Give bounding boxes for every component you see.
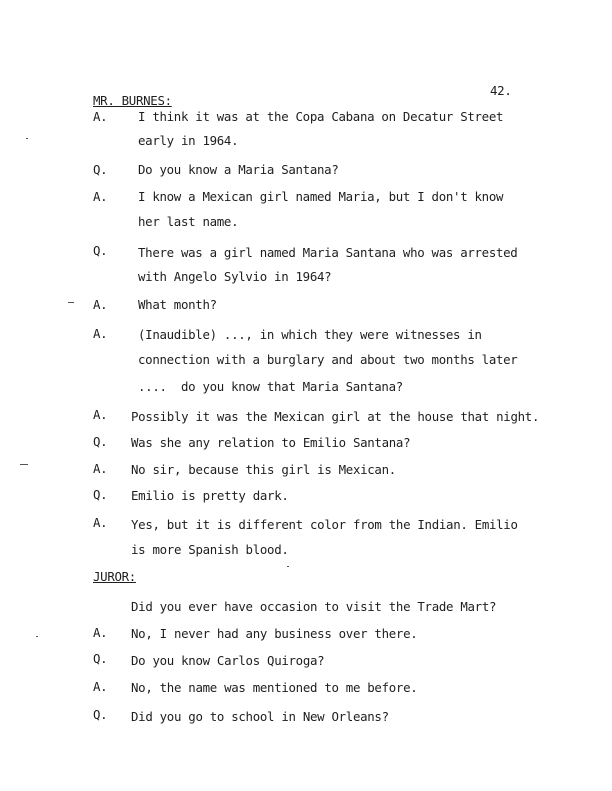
transcript-line: (Inaudible) ..., in which they were witnesses in <box>138 327 482 342</box>
scan-speck <box>36 636 38 637</box>
transcript-line: No, the name was mentioned to me before. <box>131 680 418 695</box>
transcript-line: I think it was at the Copa Cabana on Decatur Street <box>138 109 504 124</box>
scan-speck <box>20 464 28 465</box>
transcript-line: .... do you know that Maria Santana? <box>138 379 403 394</box>
transcript-line: Do you know a Maria Santana? <box>138 162 339 177</box>
transcript-line: with Angelo Sylvio in 1964? <box>138 269 332 284</box>
answer-marker: A. <box>93 461 108 476</box>
answer-marker: A. <box>93 515 108 530</box>
answer-marker: A. <box>93 679 108 694</box>
question-marker: Q. <box>93 434 108 449</box>
answer-marker: A. <box>93 297 108 312</box>
transcript-line: I know a Mexican girl named Maria, but I don't know <box>138 189 504 204</box>
transcript-line: No, I never had any business over there. <box>131 626 418 641</box>
transcript-line: her last name. <box>138 214 239 229</box>
transcript-line: Was she any relation to Emilio Santana? <box>131 435 411 450</box>
transcript-line: No sir, because this girl is Mexican. <box>131 462 396 477</box>
transcript-line: There was a girl named Maria Santana who was arrested <box>138 245 518 260</box>
transcript-line: connection with a burglary and about two months later <box>138 352 518 367</box>
answer-marker: A. <box>93 625 108 640</box>
transcript-line: Possibly it was the Mexican girl at the house that night. <box>131 409 540 424</box>
answer-marker: A. <box>93 326 108 341</box>
transcript-line: Did you go to school in New Orleans? <box>131 709 389 724</box>
answer-marker: A. <box>93 109 108 124</box>
question-marker: Q. <box>93 162 108 177</box>
transcript-line: Do you know Carlos Quiroga? <box>131 653 325 668</box>
question-marker: Q. <box>93 243 108 258</box>
question-marker: Q. <box>93 487 108 502</box>
page-number: 42. <box>490 83 512 98</box>
scan-speck <box>287 566 289 567</box>
transcript-line: early in 1964. <box>138 133 239 148</box>
transcript-line: What month? <box>138 297 217 312</box>
speaker-label: MR. BURNES: <box>93 93 172 108</box>
transcript-line: Emilio is pretty dark. <box>131 488 289 503</box>
question-marker: Q. <box>93 707 108 722</box>
transcript-line: Yes, but it is different color from the Indian. Emilio <box>131 517 518 532</box>
question-marker: Q. <box>93 651 108 666</box>
transcript-line: Did you ever have occasion to visit the Trade Mart? <box>131 599 497 614</box>
answer-marker: A. <box>93 189 108 204</box>
answer-marker: A. <box>93 407 108 422</box>
scan-speck <box>68 302 74 303</box>
speaker-label: JUROR: <box>93 569 136 584</box>
scan-speck <box>26 138 28 139</box>
transcript-line: is more Spanish blood. <box>131 542 289 557</box>
